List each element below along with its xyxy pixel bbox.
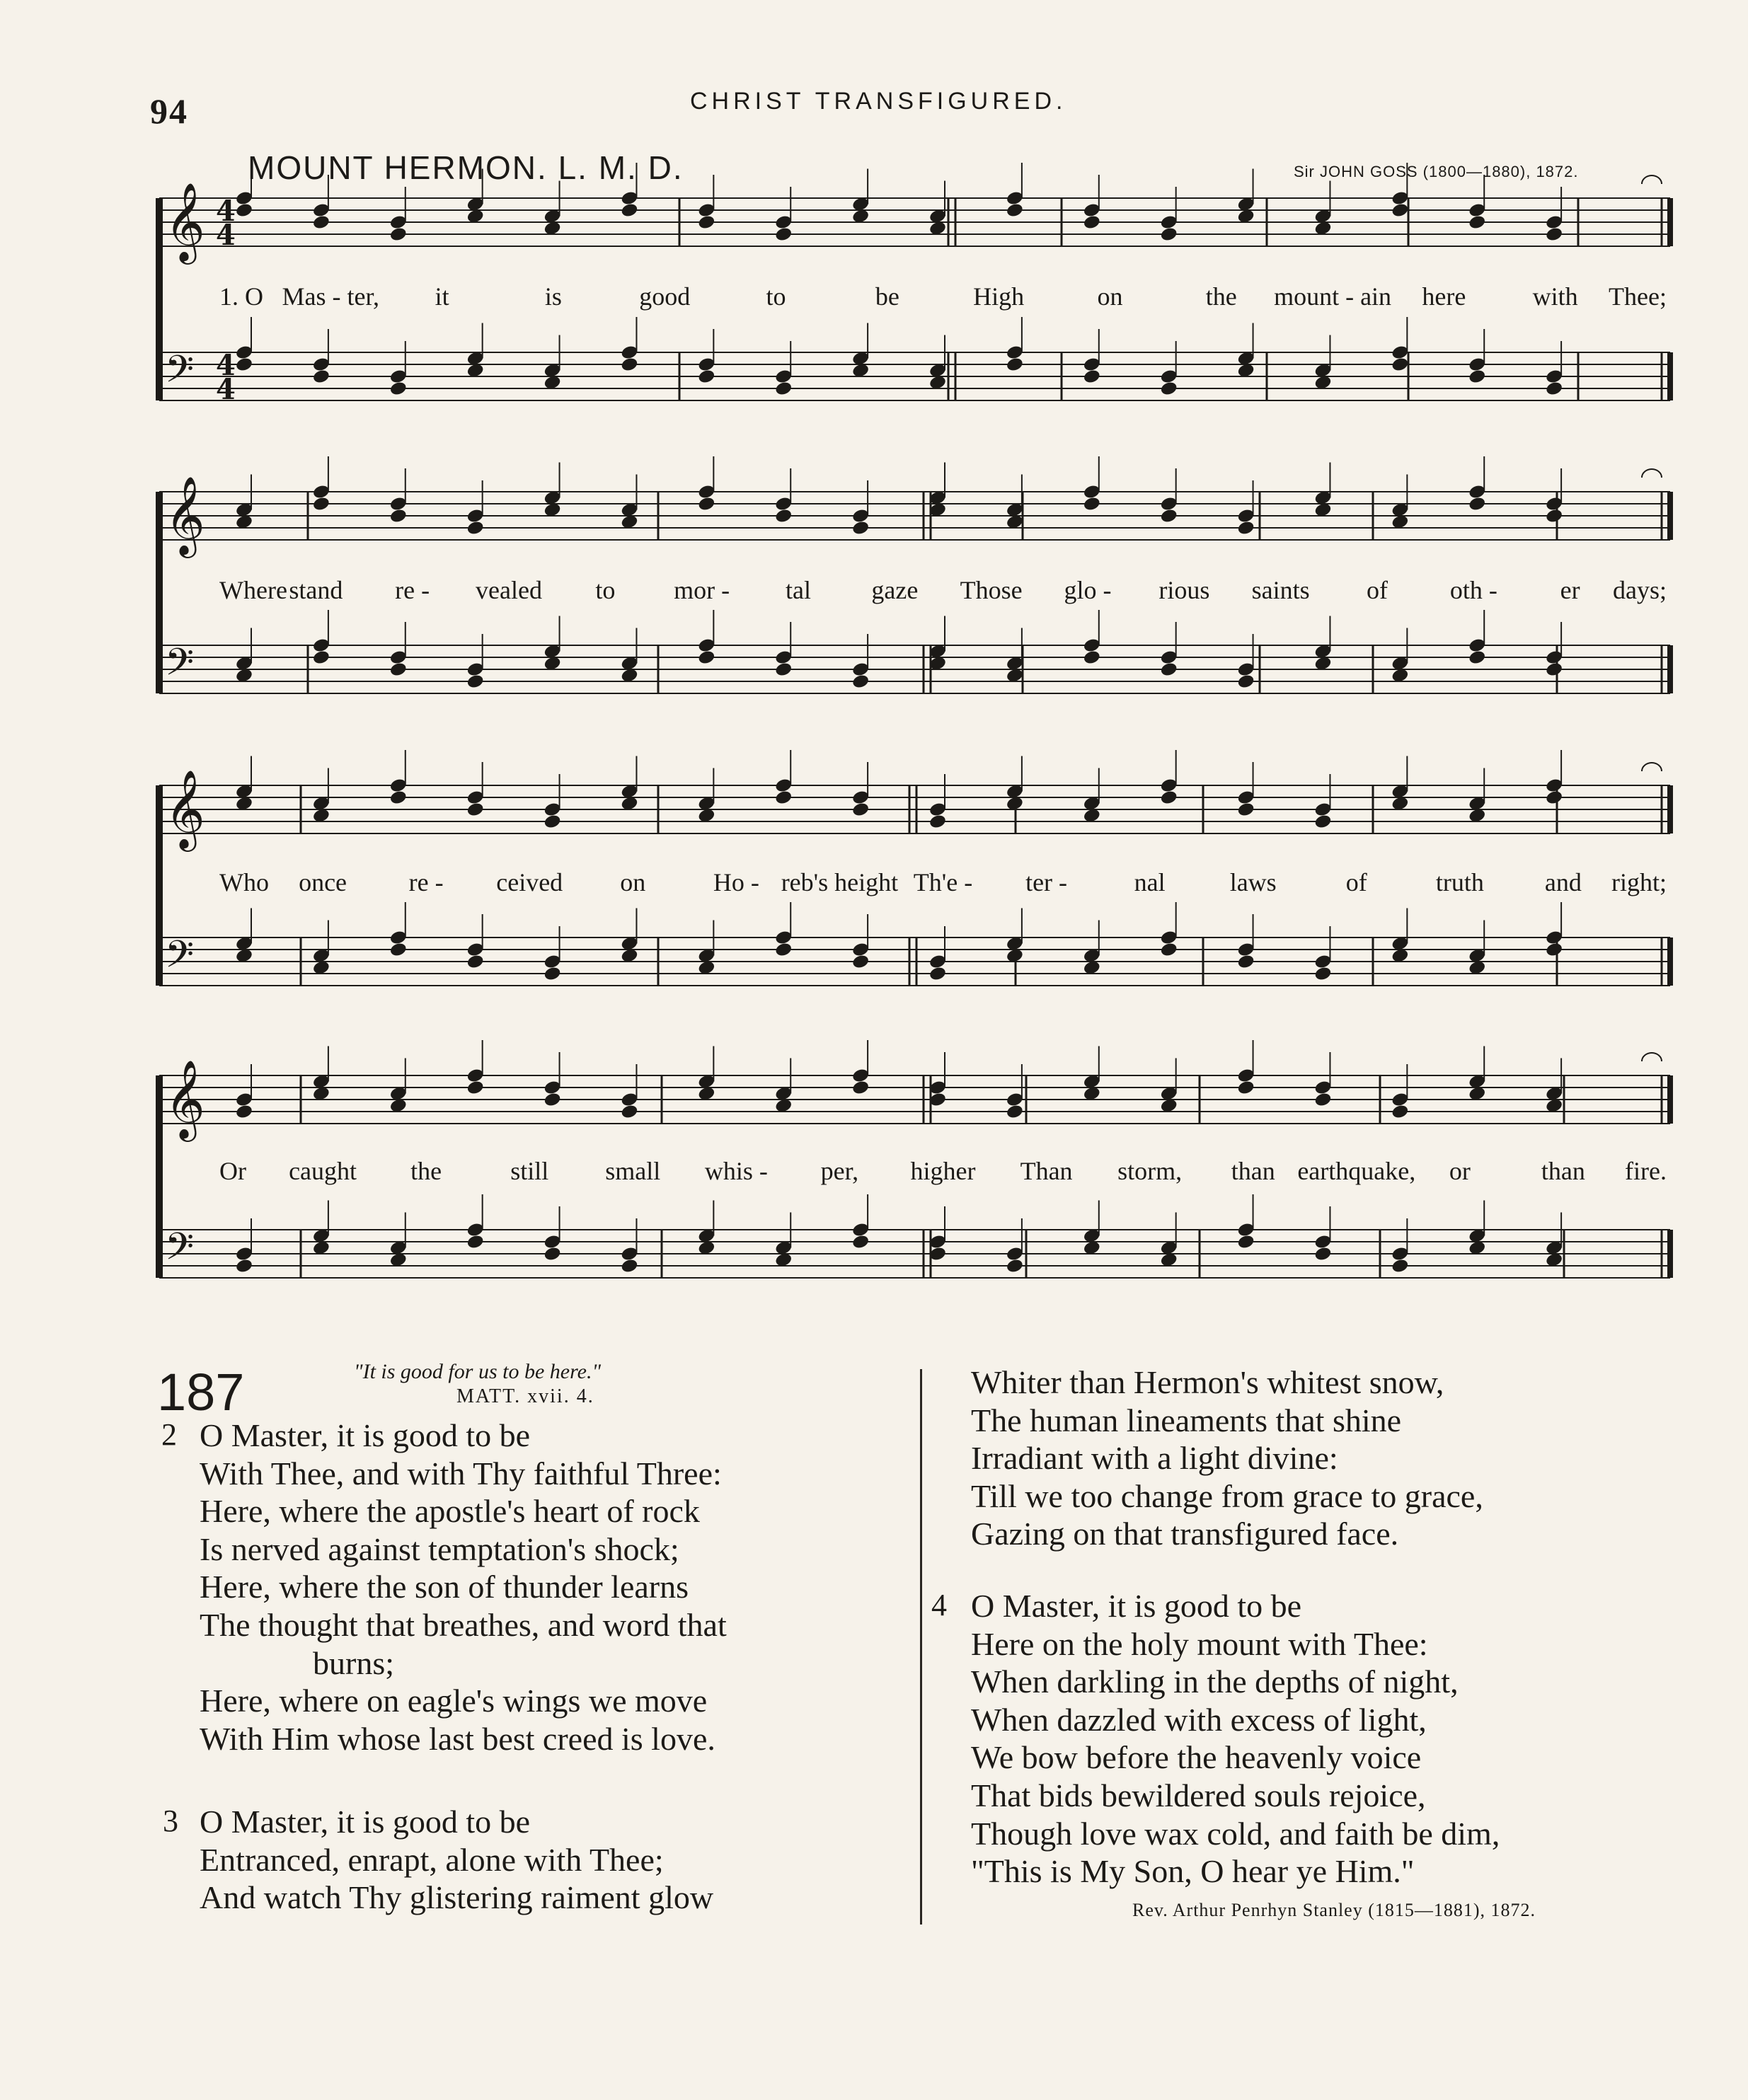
lyric-syllable: Thee; (1609, 282, 1667, 311)
stanza-line: The thought that breathes, and word that (200, 1606, 727, 1643)
notehead (235, 1104, 253, 1120)
notehead (1006, 202, 1024, 219)
notehead (389, 226, 408, 243)
stanza-line: burns; (313, 1644, 394, 1681)
fermata (1642, 175, 1662, 184)
lyric-syllable: Who (219, 868, 269, 896)
stanza-line: Irradiant with a light divine: (971, 1440, 1338, 1477)
notehead (466, 1080, 485, 1096)
lyric-syllable: saints (1251, 576, 1310, 604)
notehead (620, 1104, 638, 1120)
lyric-syllable: or (1449, 1157, 1471, 1185)
lyric-syllable: Than (1020, 1157, 1073, 1185)
lyric-syllable: Mas - ter, (282, 282, 380, 311)
lyric-syllable: the (1205, 282, 1237, 311)
notehead (235, 1258, 253, 1274)
lyric-syllable: gaze (871, 576, 919, 604)
lyric-syllable: re - (408, 868, 444, 896)
scripture-reference: MATT. xvii. 4. (456, 1385, 594, 1407)
notehead (389, 662, 408, 678)
lyric-syllable: mount - ain (1274, 282, 1392, 311)
lyric-syllable: Where (219, 576, 287, 604)
notehead (389, 508, 408, 524)
bass-clef: 𝄢 (165, 349, 195, 399)
lyric-syllable: ter - (1025, 868, 1068, 896)
lyric-syllable: mor - (674, 576, 730, 604)
lyric-syllable: stand (289, 576, 343, 604)
lyric-syllable: nal (1134, 868, 1166, 896)
notehead (1160, 790, 1178, 806)
lyric-syllable: per, (820, 1157, 859, 1185)
notehead (1313, 966, 1332, 982)
stanza-line: With Thee, and with Thy faithful Three: (200, 1455, 722, 1492)
notehead (312, 496, 330, 512)
notehead (1313, 1246, 1332, 1262)
stanza-line: And watch Thy glistering raiment glow (200, 1879, 714, 1916)
time-signature: 4 (216, 373, 236, 406)
stanza-line: "This is My Son, O hear ye Him." (971, 1853, 1415, 1890)
lyric-syllable: Or (219, 1157, 246, 1185)
notehead (1545, 508, 1563, 524)
lyric-syllable: and (1544, 868, 1582, 896)
lyric-syllable: here (1422, 282, 1466, 311)
notehead (697, 369, 715, 385)
time-signature: 4 (216, 219, 236, 252)
notehead (389, 381, 408, 397)
lyrics-line-4 (0, 1156, 1748, 1192)
notehead (1236, 520, 1255, 536)
lyric-syllable: of (1345, 868, 1367, 896)
notehead (1468, 650, 1486, 666)
lyric-syllable: 1. O (219, 282, 263, 311)
notehead (1391, 357, 1409, 373)
notehead (466, 802, 485, 818)
stanza-line: Though love wax cold, and faith be dim, (971, 1815, 1500, 1852)
stanza-number: 3 (163, 1804, 178, 1838)
stanza-4 (971, 1587, 1500, 1891)
notehead (620, 1258, 638, 1274)
stanza-line: We bow before the heavenly voice (971, 1739, 1422, 1776)
notehead (851, 674, 870, 690)
stanza-line: Entranced, enrapt, alone with Thee; (200, 1841, 664, 1878)
notehead (1391, 1258, 1409, 1274)
lyric-syllable: caught (289, 1157, 357, 1185)
notehead (466, 520, 485, 536)
lyric-syllable: fire. (1625, 1157, 1667, 1185)
notehead (1391, 1104, 1409, 1120)
scripture-quote: "It is good for us to be here." (354, 1360, 602, 1383)
notehead (1160, 508, 1178, 524)
lyric-syllable: storm, (1117, 1157, 1183, 1185)
lyric-syllable: small (605, 1157, 661, 1185)
notehead (1313, 1092, 1332, 1108)
lyric-syllable: still (510, 1157, 549, 1185)
notehead (466, 954, 485, 970)
lyric-syllable: whis - (704, 1157, 768, 1185)
notehead (1236, 1080, 1255, 1096)
notehead (1006, 1258, 1024, 1274)
notehead (1083, 496, 1101, 512)
notehead (851, 954, 870, 970)
running-head: CHRIST TRANSFIGURED. (690, 88, 1067, 115)
treble-clef: 𝄞 (165, 1061, 205, 1137)
lyric-syllable: than (1541, 1157, 1585, 1185)
notehead (1545, 942, 1563, 958)
notehead (774, 790, 793, 806)
notehead (774, 662, 793, 678)
notehead (1083, 650, 1101, 666)
tune-name: MOUNT HERMON. L. M. D. (248, 149, 684, 186)
fermata (1642, 469, 1662, 478)
lyric-syllable: tal (786, 576, 811, 604)
lyric-syllable: vealed (476, 576, 542, 604)
stanza-line: When dazzled with excess of light, (971, 1701, 1427, 1738)
stanza-line: Is nerved against temptation's shock; (200, 1530, 679, 1567)
notehead (1391, 202, 1409, 219)
notehead (774, 508, 793, 524)
lyric-syllable: be (875, 282, 899, 311)
notehead (1006, 357, 1024, 373)
time-signature: 4 (216, 349, 236, 382)
lyric-syllable: High (973, 282, 1025, 311)
notehead (851, 520, 870, 536)
lyric-syllable: with (1532, 282, 1578, 311)
notehead (543, 1092, 561, 1108)
author-credit: Rev. Arthur Penrhyn Stanley (1815—1881), 1872. (1132, 1900, 1536, 1920)
notehead (928, 814, 947, 830)
notehead (1083, 214, 1101, 231)
notehead (1236, 674, 1255, 690)
notehead (1083, 369, 1101, 385)
notehead (697, 214, 715, 231)
notehead (543, 966, 561, 982)
lyric-syllable: higher (910, 1157, 976, 1185)
fermata (1642, 763, 1662, 771)
lyrics-line-1 (0, 282, 1748, 317)
notehead (1160, 226, 1178, 243)
lyric-syllable: on (620, 868, 646, 896)
stanza-line: O Master, it is good to be (971, 1588, 1302, 1624)
notehead (1468, 369, 1486, 385)
lyrics-line-3 (0, 867, 1748, 903)
lyric-syllable: right; (1611, 868, 1667, 896)
notehead (774, 226, 793, 243)
lyric-syllable: is (544, 282, 562, 311)
stanza-line: That bids bewildered souls rejoice, (971, 1777, 1426, 1813)
notehead (466, 674, 485, 690)
lyric-syllable: rious (1158, 576, 1210, 604)
lyric-syllable: glo - (1064, 576, 1112, 604)
notehead (1545, 790, 1563, 806)
lyric-syllable: than (1231, 1157, 1275, 1185)
lyric-syllable: Th'e - (913, 868, 973, 896)
page-number: 94 (150, 91, 188, 131)
lyric-syllable: reb's height (781, 868, 899, 896)
time-signature: 4 (216, 195, 236, 228)
stanza-line: Here, where on eagle's wings we move (200, 1683, 708, 1719)
stanza-line: O Master, it is good to be (200, 1804, 531, 1840)
notehead (928, 966, 947, 982)
notehead (543, 814, 561, 830)
notehead (851, 1080, 870, 1096)
lyric-syllable: truth (1435, 868, 1484, 896)
fermata (1642, 1053, 1662, 1061)
notehead (1160, 381, 1178, 397)
lyric-syllable: to (766, 282, 786, 311)
treble-clef: 𝄞 (165, 771, 205, 847)
lyric-syllable: er (1560, 576, 1580, 604)
lyric-syllable: once (299, 868, 347, 896)
notehead (1236, 954, 1255, 970)
notehead (1160, 942, 1178, 958)
notehead (389, 942, 408, 958)
lyrics-line-2 (0, 575, 1748, 611)
notehead (1313, 814, 1332, 830)
stanza-line: When darkling in the depths of night, (971, 1663, 1459, 1700)
column-divider (920, 1369, 922, 1925)
stanza-3 (200, 1803, 713, 1917)
notehead (1468, 214, 1486, 231)
lyric-syllable: re - (395, 576, 430, 604)
notehead (543, 1246, 561, 1262)
notehead (851, 802, 870, 818)
bass-clef: 𝄢 (165, 1226, 195, 1276)
notehead (620, 202, 638, 219)
stanza-2 (200, 1417, 727, 1758)
treble-clef: 𝄞 (165, 478, 205, 553)
stanza-line: Here, where the son of thunder learns (200, 1569, 689, 1605)
notehead (774, 381, 793, 397)
notehead (697, 650, 715, 666)
stanza-line: Till we too change from grace to grace, (971, 1477, 1483, 1514)
bass-clef: 𝄢 (165, 934, 195, 984)
lyric-syllable: of (1367, 576, 1388, 604)
notehead (774, 942, 793, 958)
lyric-syllable: laws (1229, 868, 1277, 896)
notehead (851, 1234, 870, 1250)
notehead (697, 496, 715, 512)
stanza-line: Whiter than Hermon's whitest snow, (971, 1364, 1444, 1400)
notehead (1236, 1234, 1255, 1250)
lyric-syllable: oth - (1449, 576, 1497, 604)
treble-clef: 𝄞 (165, 184, 205, 260)
lyric-syllable: earthquake, (1297, 1157, 1416, 1185)
notehead (620, 357, 638, 373)
notehead (1160, 662, 1178, 678)
stanza-line: With Him whose last best creed is love. (200, 1720, 715, 1757)
notehead (1545, 381, 1563, 397)
stanza-line: The human lineaments that shine (971, 1402, 1402, 1438)
stanza-line: Gazing on that transfigured face. (971, 1516, 1399, 1552)
lyric-syllable: days; (1613, 576, 1667, 604)
lyric-syllable: Ho - (713, 868, 759, 896)
hymn-number: 187 (157, 1363, 245, 1421)
notehead (312, 650, 330, 666)
lyric-syllable: the (410, 1157, 442, 1185)
notehead (1468, 496, 1486, 512)
composer-credit: Sir JOHN GOSS (1800—1880), 1872. (1294, 163, 1579, 180)
stanza-number: 2 (161, 1417, 177, 1452)
bass-clef: 𝄢 (165, 642, 195, 692)
notehead (235, 202, 253, 219)
notehead (312, 369, 330, 385)
lyric-syllable: it (435, 282, 449, 311)
notehead (1236, 802, 1255, 818)
lyric-syllable: ceived (496, 868, 563, 896)
notehead (1545, 226, 1563, 243)
notehead (1006, 1104, 1024, 1120)
lyric-syllable: good (639, 282, 691, 311)
stanza-line: Here on the holy mount with Thee: (971, 1625, 1428, 1662)
stanza-line: O Master, it is good to be (200, 1417, 531, 1453)
notehead (1545, 662, 1563, 678)
lyric-syllable: on (1097, 282, 1123, 311)
stanza-line: Here, where the apostle's heart of rock (200, 1493, 700, 1530)
notehead (235, 357, 253, 373)
notehead (389, 790, 408, 806)
stanza-number: 4 (931, 1588, 947, 1622)
stanza-3-continued (971, 1363, 1483, 1553)
lyric-syllable: Those (960, 576, 1023, 604)
notehead (466, 1234, 485, 1250)
lyric-syllable: to (595, 576, 616, 604)
notehead (312, 214, 330, 231)
